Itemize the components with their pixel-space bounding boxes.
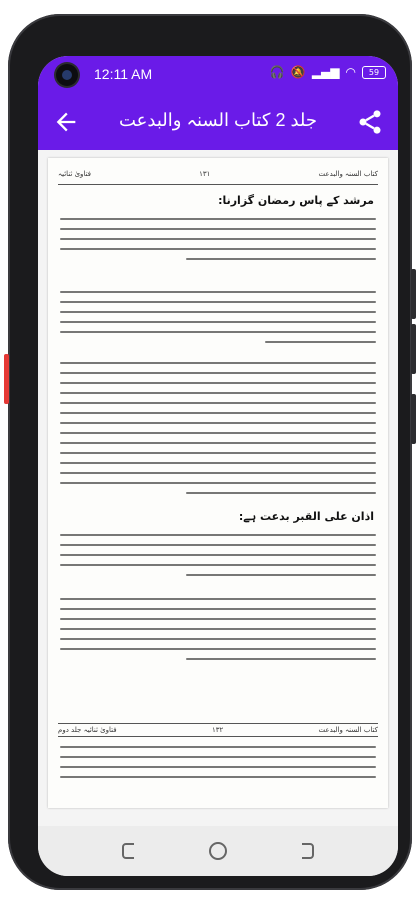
footer-left: فتاویٰ ثنائیہ جلد دوم [58,726,117,734]
screen [38,56,398,876]
volume-down-button [411,324,416,374]
paragraph-6 [60,738,376,786]
front-camera [56,64,78,86]
paragraph-2 [60,283,376,351]
paragraph-1 [60,210,376,268]
mute-icon: 🔕 [290,65,306,79]
power-button [411,394,416,444]
phone-frame [8,14,412,890]
section-heading: مرشد کے پاس رمضان گزارنا: [218,194,374,207]
share-icon[interactable] [356,108,384,136]
back-nav-icon[interactable] [294,839,318,863]
back-arrow-icon[interactable] [52,108,80,136]
page-header [58,170,378,185]
header-right: کتاب السنہ والبدعت [318,170,378,178]
header-center: ۱۳۱ [199,170,211,178]
document-page [48,158,388,808]
paragraph-5 [60,590,376,668]
navigation-bar [38,826,398,876]
status-bar [38,56,398,94]
paragraph-3 [60,354,376,502]
page-footer [58,723,378,737]
status-icons [270,65,386,79]
battery-icon: 59 [362,66,386,79]
app-bar [38,94,398,150]
page-title: جلد 2 کتاب السنہ والبدعت [119,110,317,130]
footer-right: کتاب السنہ والبدعت [318,726,378,734]
paragraph-4 [60,526,376,584]
signal-icon: ▂▄▆ [311,65,340,79]
status-time: 12:11 AM [94,66,153,82]
side-button [4,354,9,404]
footer-center: ۱۳۲ [211,726,224,734]
headphones-icon: 🎧 [269,65,285,79]
wifi-icon: ◠ [345,65,356,79]
home-icon[interactable] [206,839,230,863]
section-heading-2: اذان علی القبر بدعت ہے: [238,510,374,523]
recents-icon[interactable] [118,839,142,863]
document-viewer[interactable] [38,150,398,826]
header-left: فتاویٰ ثنائیہ [58,170,92,178]
volume-up-button [411,269,416,319]
